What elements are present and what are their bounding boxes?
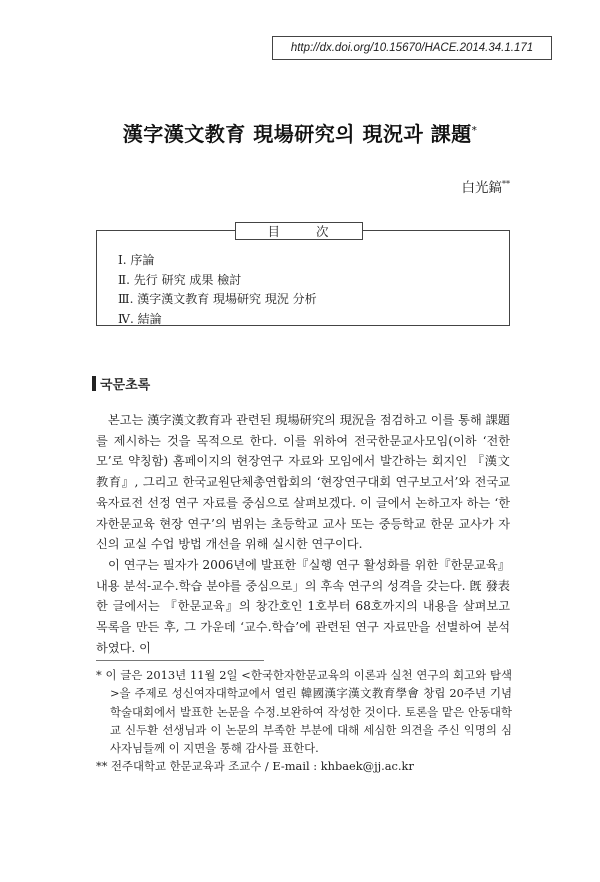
author-name: 白光鎬	[461, 180, 502, 196]
paper-title-text: 漢字漢文教育 現場研究의 現況과 課題	[122, 122, 472, 146]
footnote: * 이 글은 2013년 11월 2일 <한국한자한문교육의 이론과 실천 연구의 회고와 탐색>을 주제로 성신여자대학교에서 열린 韓國漢字漢文教育學會 창립 20주년 기념 학술대회에서 발표한 논문을 수정․보완하여 작성한 것이다. 토론을 맡은 안동대학교 신두환 선생님과 이 논문의 부족한 부분에 대해 세심한 의견을 주신 익명의 심사자님들께 이 지면을 통해 감사를 표한다.	[96, 668, 512, 756]
abstract-paragraph: 이 연구는 필자가 2006년에 발표한『실행 연구 활성화를 위한『한문교육』내용 분석-교수․학습 분야를 중심으로」의 후속 연구의 성격을 갖는다. 旣 發表한 글에서는 『한문교육』의 창간호인 1호부터 68호까지의 내용을 살펴보고 목록을 만든 후, 그 가운데 ‘교수․학습’에 관련된 연구 자료만을 선별하여 분석하였다. 이	[96, 557, 510, 655]
abstract-heading-text: 국문초록	[100, 378, 151, 393]
footnotes	[96, 666, 512, 776]
toc-item: Ⅰ. 序論	[118, 253, 155, 267]
toc-heading: 目 次	[235, 222, 363, 240]
author	[380, 176, 510, 196]
toc-item: Ⅱ. 先行 研究 成果 檢討	[118, 272, 242, 287]
footnote: ** 전주대학교 한문교육과 조교수 / E-mail : khbaek@jj.ac.kr	[96, 759, 414, 774]
abstract-paragraph: 본고는 漢字漢文教育과 관련된 現場研究의 現況을 점검하고 이를 통해 課題를 제시하는 것을 목적으로 한다. 이를 위하여 전국한문교사모임(이하 ‘전한모’로 약칭함) 홈페이지의 현장연구 자료와 모임에서 발간하는 회지인 『漢文教育』, 그리고 한국교원단체총연합회의 ‘현장연구대회 연구보고서’와 전국교육자료전 선정 연구 자료를 중심으로 살펴보겠다. 이 글에서 논하고자 하는 ‘한자한문교육 현장 연구’의 범위는 초등학교 교사 또는 중등학교 한문 교사가 자신의 교실 수업 방법 개선을 위해 실시한 연구이다.	[96, 413, 510, 552]
toc-item: Ⅲ. 漢字漢文教育 現場研究 現況 分析	[118, 292, 317, 306]
author-footnote-mark: **	[502, 179, 510, 189]
toc-list	[118, 251, 317, 329]
abstract-body	[96, 410, 510, 658]
abstract-heading	[92, 374, 150, 393]
title-footnote-mark: *	[471, 125, 478, 137]
paper-title	[0, 118, 600, 147]
doi-link[interactable]: http://dx.doi.org/10.15670/HACE.2014.34.1.171	[272, 36, 552, 60]
heading-bar-icon	[92, 376, 96, 391]
toc-item: Ⅳ. 結論	[118, 311, 162, 326]
footnote-divider	[96, 660, 264, 661]
